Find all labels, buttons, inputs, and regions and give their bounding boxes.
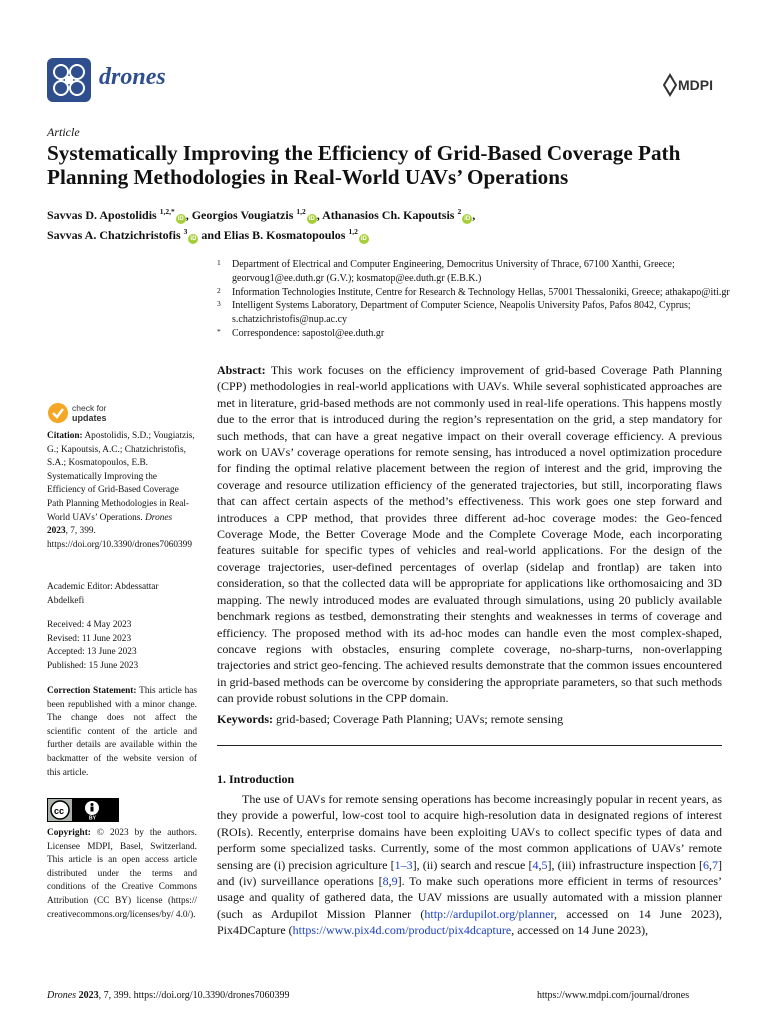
reference-link[interactable]: 6 [702, 857, 709, 872]
mdpi-logo[interactable] [662, 72, 720, 98]
copyright-block [47, 827, 197, 922]
footer-doi[interactable]: , 7, 399. https://doi.org/10.3390/drones7060399 [98, 990, 290, 1001]
orcid-icon[interactable]: iD [190, 236, 197, 242]
author-list [47, 204, 737, 244]
affiliation-text: Information Technologies Institute, Centre for Research & Technology Hellas, 57001 Thessaloniki, Greece; athakapo@iti.gr [232, 286, 730, 298]
author-separator: , [472, 208, 476, 222]
author-name[interactable]: Savvas D. Apostolidis [47, 208, 157, 222]
correction-statement [47, 685, 197, 780]
affiliation-text: Intelligent Systems Laboratory, Department of Computer Science, Neapolis University Pafos, Pafos 8042, Cyprus; s.chatzichristofis@nup.ac.cy [232, 300, 691, 326]
check-for-updates-badge[interactable] [47, 401, 157, 425]
date-received: Received: 4 May 2023 [47, 620, 132, 630]
check-updates-text [72, 403, 107, 423]
author-affil-mark: 2 [457, 207, 462, 216]
publication-dates [47, 619, 197, 673]
reference-link[interactable]: 7 [711, 857, 718, 872]
intro-text: ], (iii) infrastructure inspection [ [547, 857, 703, 872]
author-separator: , [185, 208, 192, 222]
intro-paragraph: The use of UAVs for remote sensing operations has become increasingly popular in recent years, as they provide a powerful, low-cost tool to acquire high-resolution data in designated regions of interest (ROIs). Recently, enterprise domains have been exploiting UAVs to collect specific types of data and perform some specialized tasks. Currently, some of the most common applications of UAVs’ remote sensing are (i) precision agriculture [1–3], (ii) search and rescue [4,5], (iii) infrastructure inspection [6,7] and (iv) surveillance operations [8,9]. To make such operations more efficient in terms of resources’ usage and quality of gathered data, the UAV missions are usually automated with a mission planner (such as Ardupilot Mission Planner (http://ardupilot.org/planner, accessed on 14 June 2023), Pix4DCapture (https://www.pix4d.com/product/pix4dcapture, accessed on 14 June 2023), [217, 792, 722, 938]
url-link[interactable]: http://ardupilot.org/planner [424, 906, 554, 921]
citation-year: 2023 [47, 526, 66, 537]
abstract-label: Abstract: [217, 363, 266, 377]
footer-citation [47, 990, 290, 1001]
abstract-text: This work focuses on the efficiency improvement of grid-based Coverage Path Planning (CPP) methodologies in real-world applications with UAVs. While several sophisticated approaches are met in literature, grid-based methods are not commonly used in real-life operations. This happens mostly due to the error that is introduced during the region’s representation on the grid, a step mandatory for such methods, that can have a great negative impact on their overall coverage efficiency. A previous work on UAVs’ coverage operations for remote sensing, has introduced a novel optimization procedure for finding the optimal relative placement between the region of interest and the grid, improving the coverage and resource utilization efficiency of the generated trajectories, but still, incorporating flaws that can affect certain aspects of the method’s effectiveness. This work goes one step forward and introduces a CPP method, that provides three different ad-hoc coverage modes: the Geo-fenced Coverage Mode, the Better Coverage Mode and the Complete Coverage Mode, each incorporating features suitable for specific types of vehicles and real-world applications. For the design of the coverage trajectories, user-defined percentages of overlap (sidelap and frontlap) are taken into consideration, so that the collected data will be appropriate for applications like orthomosaicing and 3D mapping. The newly introduced modes are evaluated through simulations, using 20 publicly available benchmark regions as testbed, demonstrating their stenghts and weaknesses in terms of coverage and efficiency. The proposed method with its ad-hoc modes can handle even the most complex-shaped, concave regions with obstacles, ensuring complete coverage, no-sharp-turns, non-overlapping trajectories and strict geo-fencing. The achieved results demonstrate that the common issues encountered in grid-based methods can be overcome by considering the appropriate parameters, so that such methods can provide robust solutions in the CPP domain. [217, 363, 722, 706]
copyright-text: © 2023 by the authors. Licensee MDPI, Basel, Switzerland. This article is an open access article distributed under the terms and conditions of the Creative Commons Attribution (CC BY) license (https:// creativecommons.org/licenses/by/ 4.0/). [47, 828, 197, 920]
author-name[interactable]: Athanasios Ch. Kapoutsis [322, 208, 455, 222]
date-revised: Revised: 11 June 2023 [47, 633, 132, 644]
intro-text: ], (ii) search and rescue [ [412, 857, 533, 872]
citation-text: Apostolidis, S.D.; Vougiatzis, G.; Kapoutsis, A.C.; Chatzichristofis, S.A.; Kosmatopoulos, E.B. Systematically Improving the Efficiency of Grid-Based Coverage Path Planning Methodologies in Real-World UAVs’ Operations. [47, 431, 195, 523]
paper-title: Systematically Improving the Efficiency of Grid-Based Coverage Path Planning Methodologies in Real-World UAVs’ Operations [47, 141, 681, 189]
check-updates-line1: check for [72, 403, 107, 413]
author-affil-mark: 1,2 [348, 227, 358, 236]
reference-link[interactable]: 1–3 [394, 857, 413, 872]
cc-license-badge[interactable] [47, 798, 119, 822]
citation-label: Citation: [47, 431, 83, 441]
correction-text: This article has been republished with a minor change. The change does not affect the scientific content of the article and further details are available within the backmatter of the website version of this article. [47, 686, 198, 778]
citation-doi-link[interactable]: https://doi.org/10.3390/drones7060399 [47, 539, 192, 550]
orcid-icon[interactable]: iD [464, 216, 471, 222]
intro-text: The use of UAVs for remote sensing operations has become increasingly popular in recent years, as they provide a powerful, low-cost tool to acquire high-resolution data in designated regions of interest (ROIs). Recently, enterprise domains have been exploiting UAVs to collect specific types of data and perform some specialized tasks. Currently, some of the most common applications of UAVs’ remote sensing are (i) precision agriculture [ [217, 792, 722, 872]
orcid-icon[interactable]: iD [308, 216, 315, 222]
author-separator: and [198, 228, 224, 242]
affiliation-text: Department of Electrical and Computer Engineering, Democritus University of Thrace, 67100 Xanthi, Greece; georvoug1@ee.duth.gr (G.V.); kosmatop@ee.duth.gr (E.B.K.) [232, 259, 675, 284]
keywords-label: Keywords: [217, 712, 273, 726]
author-name[interactable]: Elias B. Kosmatopoulos [223, 228, 346, 242]
author-separator: , [316, 208, 323, 222]
academic-editor [47, 581, 197, 608]
affiliation-text: Correspondence: sapostol@ee.duth.gr [232, 327, 385, 339]
affiliation-item [217, 258, 732, 286]
author-name[interactable]: Georgios Vougiatzis [191, 208, 294, 222]
citation-volume: , 7, 399. [65, 526, 96, 537]
cc-by-label: BY [89, 815, 96, 821]
publisher-name: MDPI [678, 77, 713, 93]
citation-block [47, 430, 197, 552]
reference-link[interactable]: 8 [382, 874, 389, 889]
check-updates-icon [47, 402, 69, 424]
copyright-label: Copyright: [47, 828, 91, 838]
article-type: Article [47, 125, 80, 139]
editor-label: Academic Editor: [47, 582, 113, 592]
author-affil-mark: 3 [183, 227, 188, 236]
affiliation-item [217, 299, 732, 327]
intro-text: , accessed on 14 June 2023), [511, 923, 649, 938]
url-link[interactable]: https://www.pix4d.com/product/pix4dcapture [292, 923, 512, 938]
affiliation-mark: * [217, 326, 221, 336]
affiliation-item [217, 286, 732, 300]
orcid-icon[interactable]: iD [177, 216, 184, 222]
section-heading: 1. Introduction [217, 772, 295, 786]
svg-text:cc: cc [54, 806, 65, 816]
footer-journal: Drones [47, 990, 77, 1001]
abstract [217, 362, 722, 707]
citation-journal: Drones [145, 512, 173, 523]
date-published: Published: 15 June 2023 [47, 660, 139, 671]
reference-link[interactable]: 4 [532, 857, 539, 872]
author-name[interactable]: Savvas A. Chatzichristofis [47, 228, 181, 242]
editor-name: Abdessattar Abdelkefi [47, 582, 159, 606]
author-affil-mark: 1,2,* [159, 207, 175, 216]
affiliation-mark: 1 [217, 258, 221, 267]
intro-text: ]. To make such operations more efficient in terms of resources’ usage and quality of gathered data, the UAV missions are usually automated with a mission planner (such as Ardupilot Mission Planner ( [217, 874, 722, 921]
correspondence [217, 327, 732, 341]
journal-name[interactable]: drones [99, 64, 166, 90]
intro-text: ] and (iv) surveillance operations [ [217, 857, 722, 889]
footer-journal-url[interactable]: https://www.mdpi.com/journal/drones [537, 990, 690, 1001]
date-accepted: Accepted: 13 June 2023 [47, 647, 137, 658]
check-updates-line2: updates [72, 413, 107, 423]
footer-year: 2023 [78, 990, 99, 1001]
intro-text: , accessed on 14 June 2023), Pix4DCapture ( [217, 906, 722, 938]
reference-link[interactable]: 9 [391, 874, 398, 889]
section-divider [217, 745, 722, 746]
keywords [217, 711, 722, 727]
affiliations [217, 258, 732, 341]
author-affil-mark: 1,2 [296, 207, 306, 216]
reference-link[interactable]: 5 [541, 857, 548, 872]
correction-label: Correction Statement: [47, 686, 137, 696]
affiliation-mark: 3 [217, 299, 221, 309]
orcid-icon[interactable]: iD [360, 236, 367, 242]
journal-logo-icon [47, 58, 91, 102]
keywords-text: grid-based; Coverage Path Planning; UAVs; remote sensing [276, 712, 564, 726]
affiliation-mark: 2 [217, 285, 221, 295]
